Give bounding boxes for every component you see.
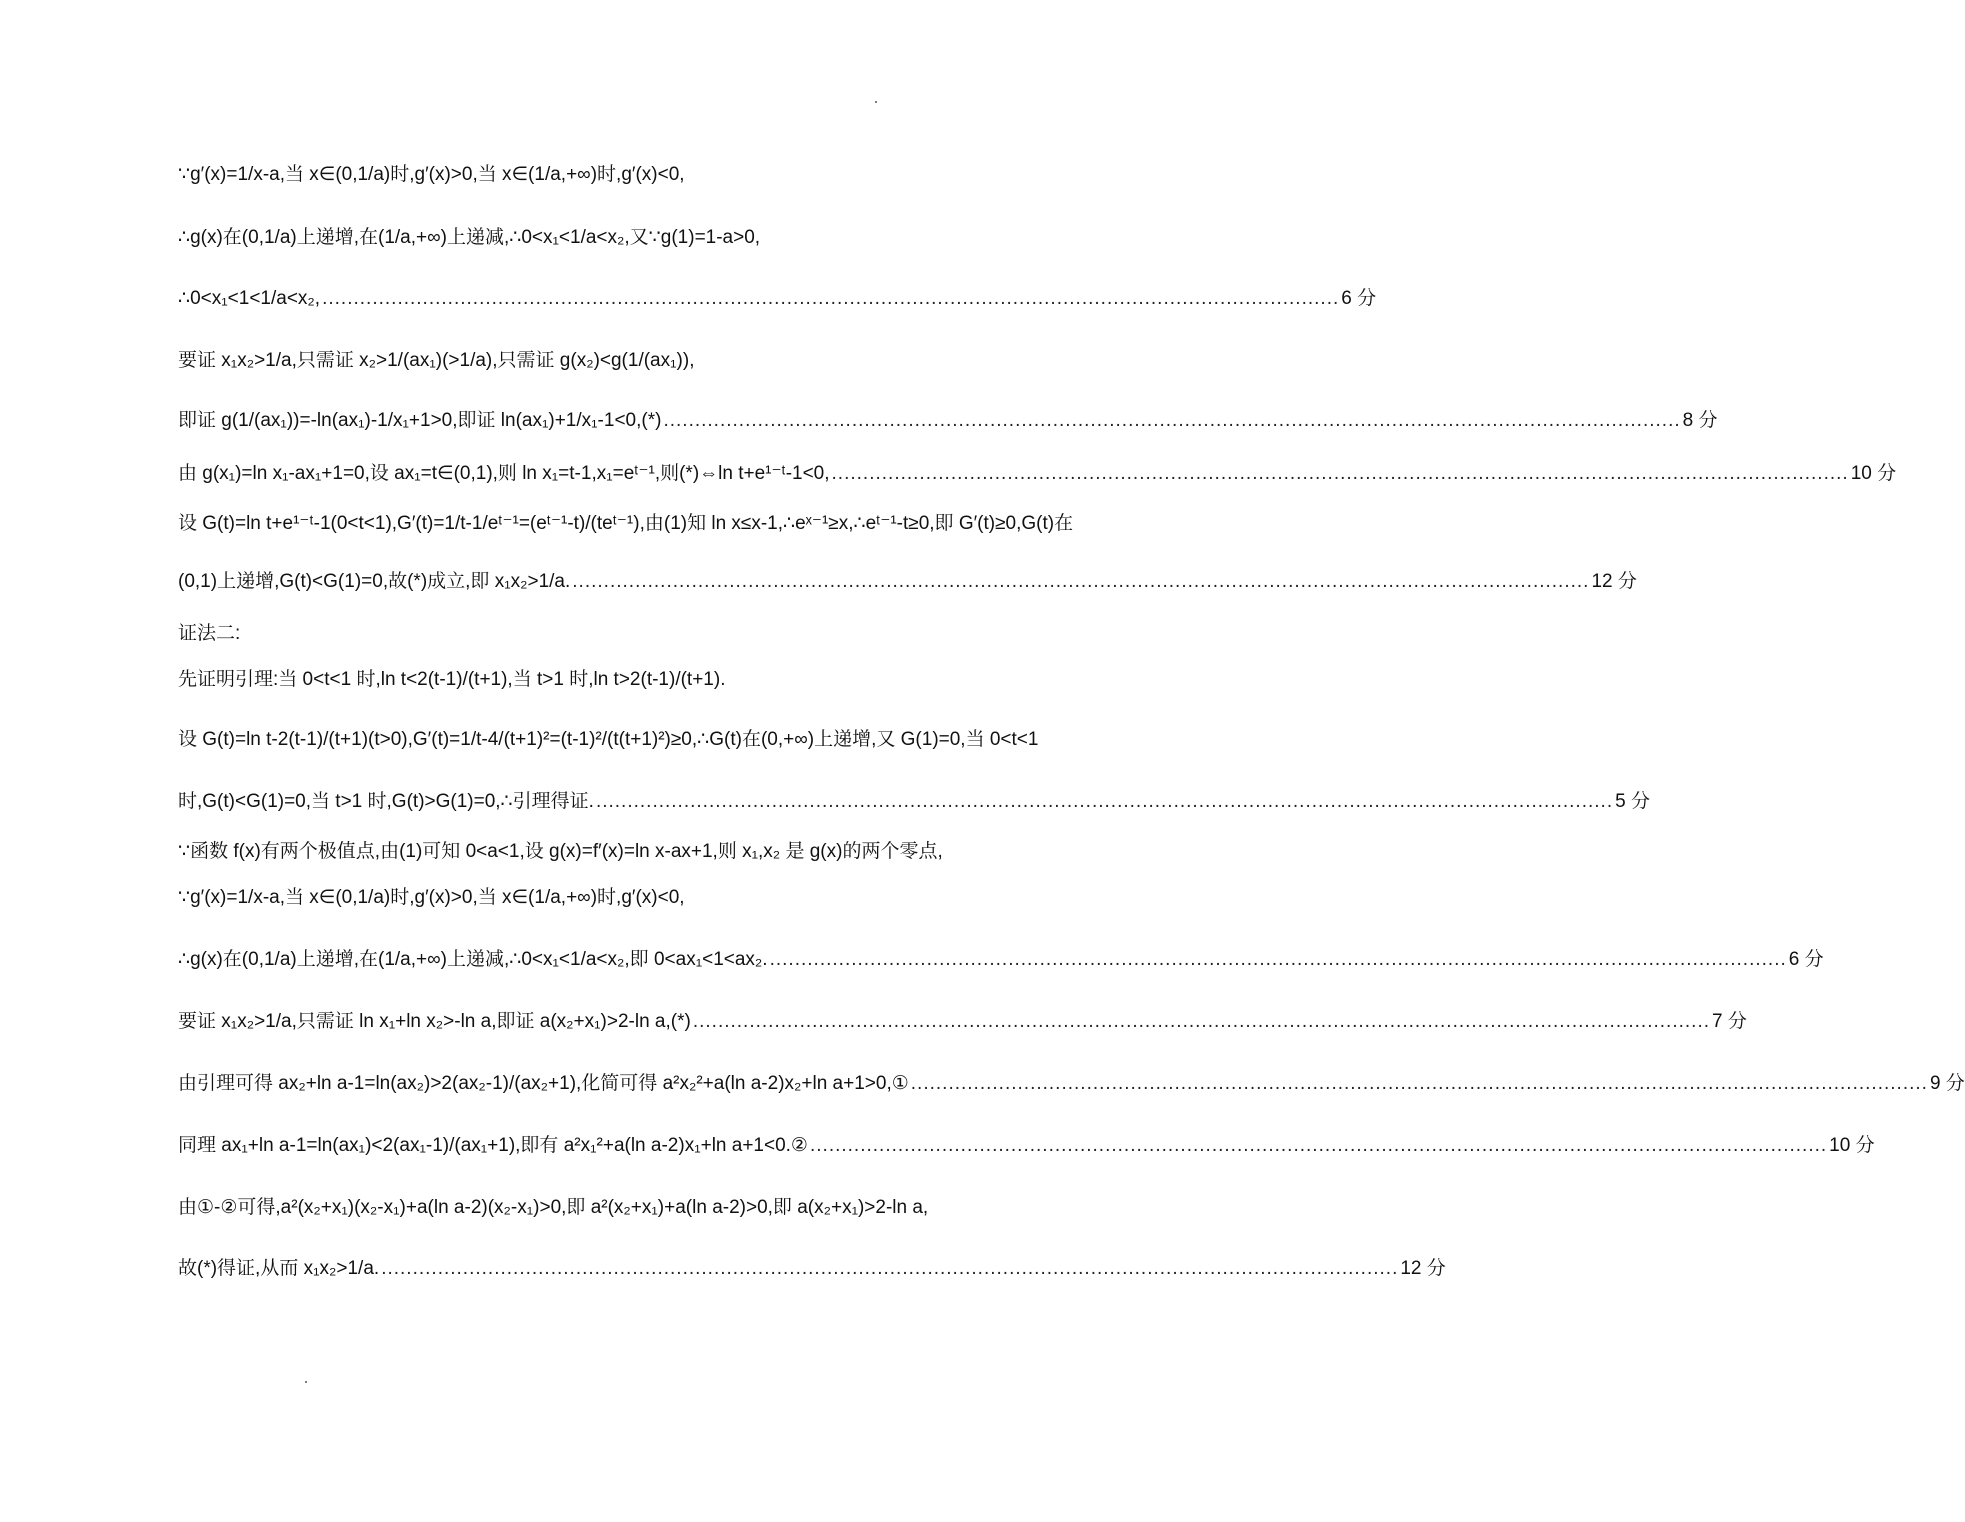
leader-dots: ..................................................................................................................................................................	[910, 1073, 1928, 1094]
leader-dots: ..................................................................................................................................................................	[692, 1011, 1710, 1032]
leader-dots: ..................................................................................................................................................................	[381, 1258, 1399, 1279]
solution-line	[178, 287, 1377, 311]
line-text: ∴g(x)在(0,1/a)上递增,在(1/a,+∞)上递减,∴0<x₁<1/a<x₂,即 0<ax₁<1<ax₂.	[178, 949, 768, 970]
line-text: 由 g(x₁)=ln x₁-ax₁+1=0,设 ax₁=t∈(0,1),则 ln x₁=t-1,x₁=eᵗ⁻¹,则(*)⇔ln t+e¹⁻ᵗ-1<0,	[178, 463, 830, 484]
score-label: 9 分	[1929, 1073, 1965, 1094]
line-text: 时,G(t)<G(1)=0,当 t>1 时,G(t)>G(1)=0,∴引理得证.	[178, 791, 594, 812]
solution-line	[178, 163, 1024, 187]
line-text: 先证明引理:当 0<t<1 时,ln t<2(t-1)/(t+1),当 t>1 时,ln t>2(t-1)/(t+1).	[178, 669, 726, 690]
line-text: 设 G(t)=ln t-2(t-1)/(t+1)(t>0),G′(t)=1/t-4/(t+1)²=(t-1)²/(t(t+1)²)≥0,∴G(t)在(0,+∞)上递增,又 G(1)=0,当 0<t<1	[178, 729, 1039, 750]
score-label: 6 分	[1788, 949, 1824, 970]
solution-line	[178, 226, 1024, 250]
line-text: ∵g′(x)=1/x-a,当 x∈(0,1/a)时,g′(x)>0,当 x∈(1/a,+∞)时,g′(x)<0,	[178, 887, 685, 908]
score-label: 10 分	[1829, 1135, 1875, 1156]
score-label: 12 分	[1400, 1258, 1446, 1279]
line-text: 设 G(t)=ln t+e¹⁻ᵗ-1(0<t<1),G′(t)=1/t-1/eᵗ⁻¹=(eᵗ⁻¹-t)/(teᵗ⁻¹),由(1)知 ln x≤x-1,∴eˣ⁻¹≥x,∴eᵗ⁻¹-t≥0,即 G′(t)≥0,G(t)在	[178, 513, 1074, 534]
leader-dots: ..................................................................................................................................................................	[831, 463, 1849, 484]
leader-dots: ..................................................................................................................................................................	[769, 949, 1787, 970]
solution-line	[178, 512, 1074, 536]
line-text: 要证 x₁x₂>1/a,只需证 ln x₁+ln x₂>-ln a,即证 a(x₂+x₁)>2-ln a,(*)	[178, 1011, 691, 1032]
score-label: 6 分	[1341, 288, 1377, 309]
section-heading	[178, 622, 1024, 646]
line-text: 即证 g(1/(ax₁))=-ln(ax₁)-1/x₁+1>0,即证 ln(ax₁)+1/x₁-1<0,(*)	[178, 410, 662, 431]
score-label: 8 分	[1682, 410, 1718, 431]
line-text: ∵函数 f(x)有两个极值点,由(1)可知 0<a<1,设 g(x)=f′(x)=ln x-ax+1,则 x₁,x₂ 是 g(x)的两个零点,	[178, 841, 943, 862]
scan-dot-mark	[875, 101, 877, 103]
line-text: ∴0<x₁<1<1/a<x₂,	[178, 288, 321, 309]
score-label: 12 分	[1591, 571, 1637, 592]
leader-dots: ..................................................................................................................................................................	[572, 571, 1590, 592]
solution-line	[178, 1134, 1875, 1158]
line-text: 证法二:	[178, 623, 241, 644]
solution-line	[178, 1196, 1024, 1220]
solution-line	[178, 886, 1024, 910]
leader-dots: ..................................................................................................................................................................	[809, 1135, 1828, 1156]
score-label: 7 分	[1712, 1011, 1747, 1032]
line-text: 要证 x₁x₂>1/a,只需证 x₂>1/(ax₁)(>1/a),只需证 g(x₂)<g(1/(ax₁)),	[178, 350, 695, 371]
solution-line	[178, 1257, 1446, 1281]
solution-line	[178, 570, 1637, 594]
solution-line	[178, 790, 1650, 814]
line-text: 由引理可得 ax₂+ln a-1=ln(ax₂)>2(ax₂-1)/(ax₂+1),化简可得 a²x₂²+a(ln a-2)x₂+ln a+1>0,①	[178, 1073, 909, 1094]
solution-line	[178, 948, 1824, 972]
solution-line	[178, 349, 1024, 373]
solution-line	[178, 728, 1039, 752]
solution-line	[178, 1010, 1747, 1034]
solution-line	[178, 462, 1897, 486]
score-label: 10 分	[1850, 463, 1897, 484]
leader-dots: ..................................................................................................................................................................	[322, 288, 1340, 309]
line-text: 故(*)得证,从而 x₁x₂>1/a.	[178, 1258, 380, 1279]
line-text: ∵g′(x)=1/x-a,当 x∈(0,1/a)时,g′(x)>0,当 x∈(1/a,+∞)时,g′(x)<0,	[178, 164, 685, 185]
solution-line	[178, 668, 1024, 692]
line-text: (0,1)上递增,G(t)<G(1)=0,故(*)成立,即 x₁x₂>1/a.	[178, 571, 571, 592]
solution-line	[178, 840, 1024, 864]
line-text: 同理 ax₁+ln a-1=ln(ax₁)<2(ax₁-1)/(ax₁+1),即有 a²x₁²+a(ln a-2)x₁+ln a+1<0.②	[178, 1135, 808, 1156]
scan-dot-mark	[305, 1381, 307, 1383]
leader-dots: ..................................................................................................................................................................	[663, 410, 1681, 431]
score-label: 5 分	[1615, 791, 1650, 812]
line-text: 由①-②可得,a²(x₂+x₁)(x₂-x₁)+a(ln a-2)(x₂-x₁)>0,即 a²(x₂+x₁)+a(ln a-2)>0,即 a(x₂+x₁)>2-ln a,	[178, 1197, 929, 1218]
solution-line	[178, 409, 1718, 433]
line-text: ∴g(x)在(0,1/a)上递增,在(1/a,+∞)上递减,∴0<x₁<1/a<x₂,又∵g(1)=1-a>0,	[178, 227, 761, 248]
solution-line	[178, 1072, 1965, 1096]
leader-dots: ..................................................................................................................................................................	[595, 791, 1614, 812]
